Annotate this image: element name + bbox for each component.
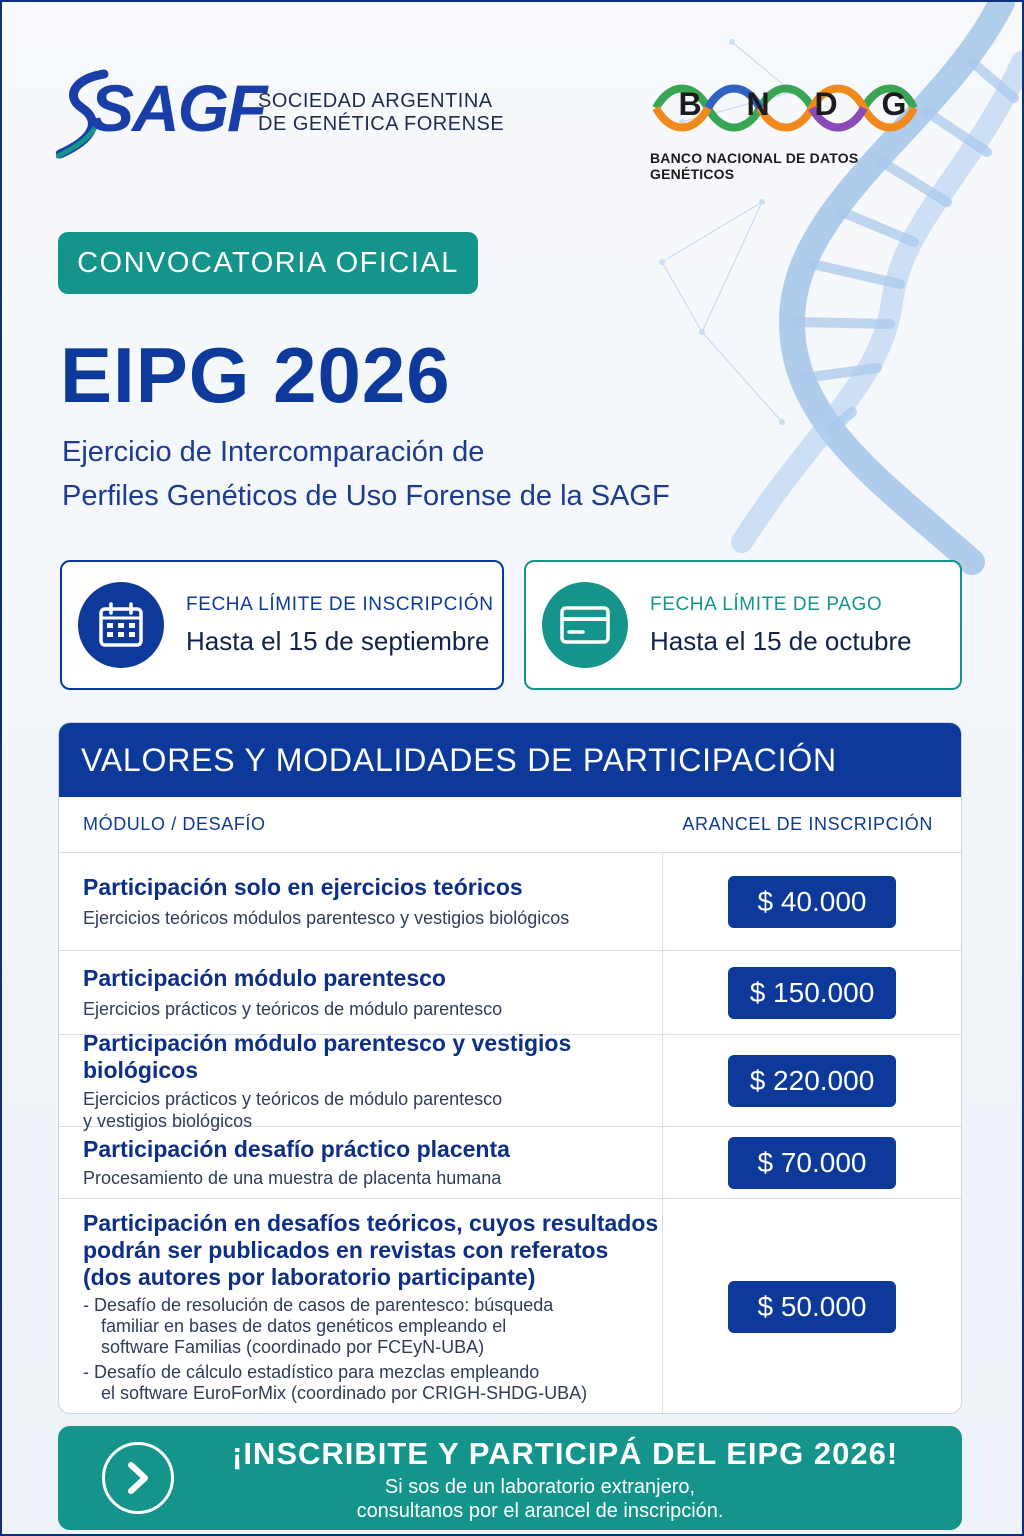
payment-deadline-card bbox=[524, 560, 962, 690]
row-title-line1: Participación en desafíos teóricos, cuyos resultados bbox=[83, 1210, 659, 1236]
subtitle-line2: Perfiles Genéticos de Uso Forense de la SAGF bbox=[62, 480, 670, 512]
bndg-letter-g: G bbox=[881, 86, 907, 122]
fees-table-column-headers bbox=[59, 797, 961, 853]
official-call-badge: CONVOCATORIA OFICIAL bbox=[58, 232, 478, 294]
sagf-name-line2: DE GENÉTICA FORENSE bbox=[258, 113, 505, 135]
sagf-name-line1: SOCIEDAD ARGENTINA bbox=[258, 90, 493, 112]
bndg-letter-b: B bbox=[678, 86, 702, 122]
fees-table bbox=[58, 722, 962, 1414]
sagf-full-name bbox=[258, 90, 504, 136]
sagf-logo bbox=[56, 68, 504, 158]
price-badge: $ 40.000 bbox=[728, 876, 896, 928]
table-row bbox=[59, 951, 961, 1035]
calendar-icon bbox=[78, 582, 164, 668]
payment-deadline-value: Hasta el 15 de octubre bbox=[650, 625, 912, 656]
challenge-item-2-line1: - Desafío de cálculo estadístico para mezclas empleando bbox=[83, 1362, 540, 1382]
fees-table-title: VALORES Y MODALIDADES DE PARTICIPACIÓN bbox=[59, 723, 961, 797]
row-description-cont: y vestigios biológicos bbox=[83, 1110, 253, 1131]
row-title: Participación módulo parentesco bbox=[83, 965, 446, 991]
payment-deadline-label: FECHA LÍMITE DE PAGO bbox=[650, 593, 883, 615]
cta-banner[interactable] bbox=[58, 1426, 962, 1530]
table-row bbox=[59, 1029, 961, 1131]
cta-foreign-lab-note: Si sos de un laboratorio extranjero, bbox=[384, 1476, 696, 1498]
row-title: Participación desafío práctico placenta bbox=[83, 1136, 510, 1162]
bndg-logo bbox=[650, 76, 930, 182]
row-description: Ejercicios prácticos y teóricos de módulo parentesco bbox=[83, 1088, 503, 1109]
page-title: EIPG 2026 bbox=[60, 331, 451, 419]
subtitle-line1: Ejercicio de Intercomparación de bbox=[62, 436, 485, 468]
challenge-item-1-line3: software Familias (coordinado por FCEyN-UBA) bbox=[101, 1337, 485, 1357]
registration-deadline-card bbox=[60, 560, 504, 690]
column-fee: ARANCEL DE INSCRIPCIÓN bbox=[682, 814, 933, 834]
row-title-line3: (dos autores por laboratorio participante) bbox=[83, 1264, 536, 1290]
bndg-letter-d: D bbox=[814, 86, 838, 122]
table-row bbox=[59, 853, 961, 951]
challenge-item-1-line1: - Desafío de resolución de casos de parentesco: búsqueda bbox=[83, 1295, 554, 1315]
cta-headline: ¡INSCRIBITE Y PARTICIPÁ DEL EIPG 2026! bbox=[232, 1436, 899, 1471]
table-row bbox=[59, 1127, 961, 1199]
price-badge: $ 50.000 bbox=[728, 1281, 896, 1333]
row-description: Ejercicios prácticos y teóricos de módulo parentesco bbox=[83, 999, 503, 1019]
registration-deadline-value: Hasta el 15 de septiembre bbox=[186, 625, 490, 656]
row-description: Ejercicios teóricos módulos parentesco y vestigios biológicos bbox=[83, 908, 570, 928]
row-title-line2: podrán ser publicados en revistas con referatos bbox=[83, 1237, 609, 1263]
credit-card-icon bbox=[542, 582, 628, 668]
table-row bbox=[59, 1199, 961, 1414]
column-module: MÓDULO / DESAFÍO bbox=[83, 814, 266, 834]
challenge-item-2-line2: el software EuroForMix (coordinado por CRIGH-SHDG-UBA) bbox=[101, 1383, 588, 1403]
row-title: Participación módulo parentesco y vestigios biológicos bbox=[83, 1029, 572, 1083]
registration-deadline-label: FECHA LÍMITE DE INSCRIPCIÓN bbox=[186, 593, 494, 615]
sagf-logo-text: SAGF bbox=[90, 71, 266, 145]
price-badge: $ 150.000 bbox=[728, 967, 896, 1019]
bndg-full-name: BANCO NACIONAL DE DATOS GENÉTICOS bbox=[650, 150, 859, 182]
bndg-letter-n: N bbox=[746, 86, 770, 122]
cta-foreign-lab-note-cont: consultanos por el arancel de inscripción. bbox=[356, 1500, 724, 1522]
bndg-logo-mark bbox=[650, 76, 930, 140]
row-description: Procesamiento de una muestra de placenta humana bbox=[83, 1168, 502, 1188]
challenge-item-1-line2: familiar en bases de datos genéticos empleando el bbox=[101, 1316, 507, 1336]
row-title: Participación solo en ejercicios teóricos bbox=[83, 874, 523, 900]
sagf-logo-mark bbox=[56, 68, 266, 158]
page-subtitle bbox=[62, 430, 702, 518]
price-badge: $ 70.000 bbox=[728, 1137, 896, 1189]
price-badge: $ 220.000 bbox=[728, 1055, 896, 1107]
